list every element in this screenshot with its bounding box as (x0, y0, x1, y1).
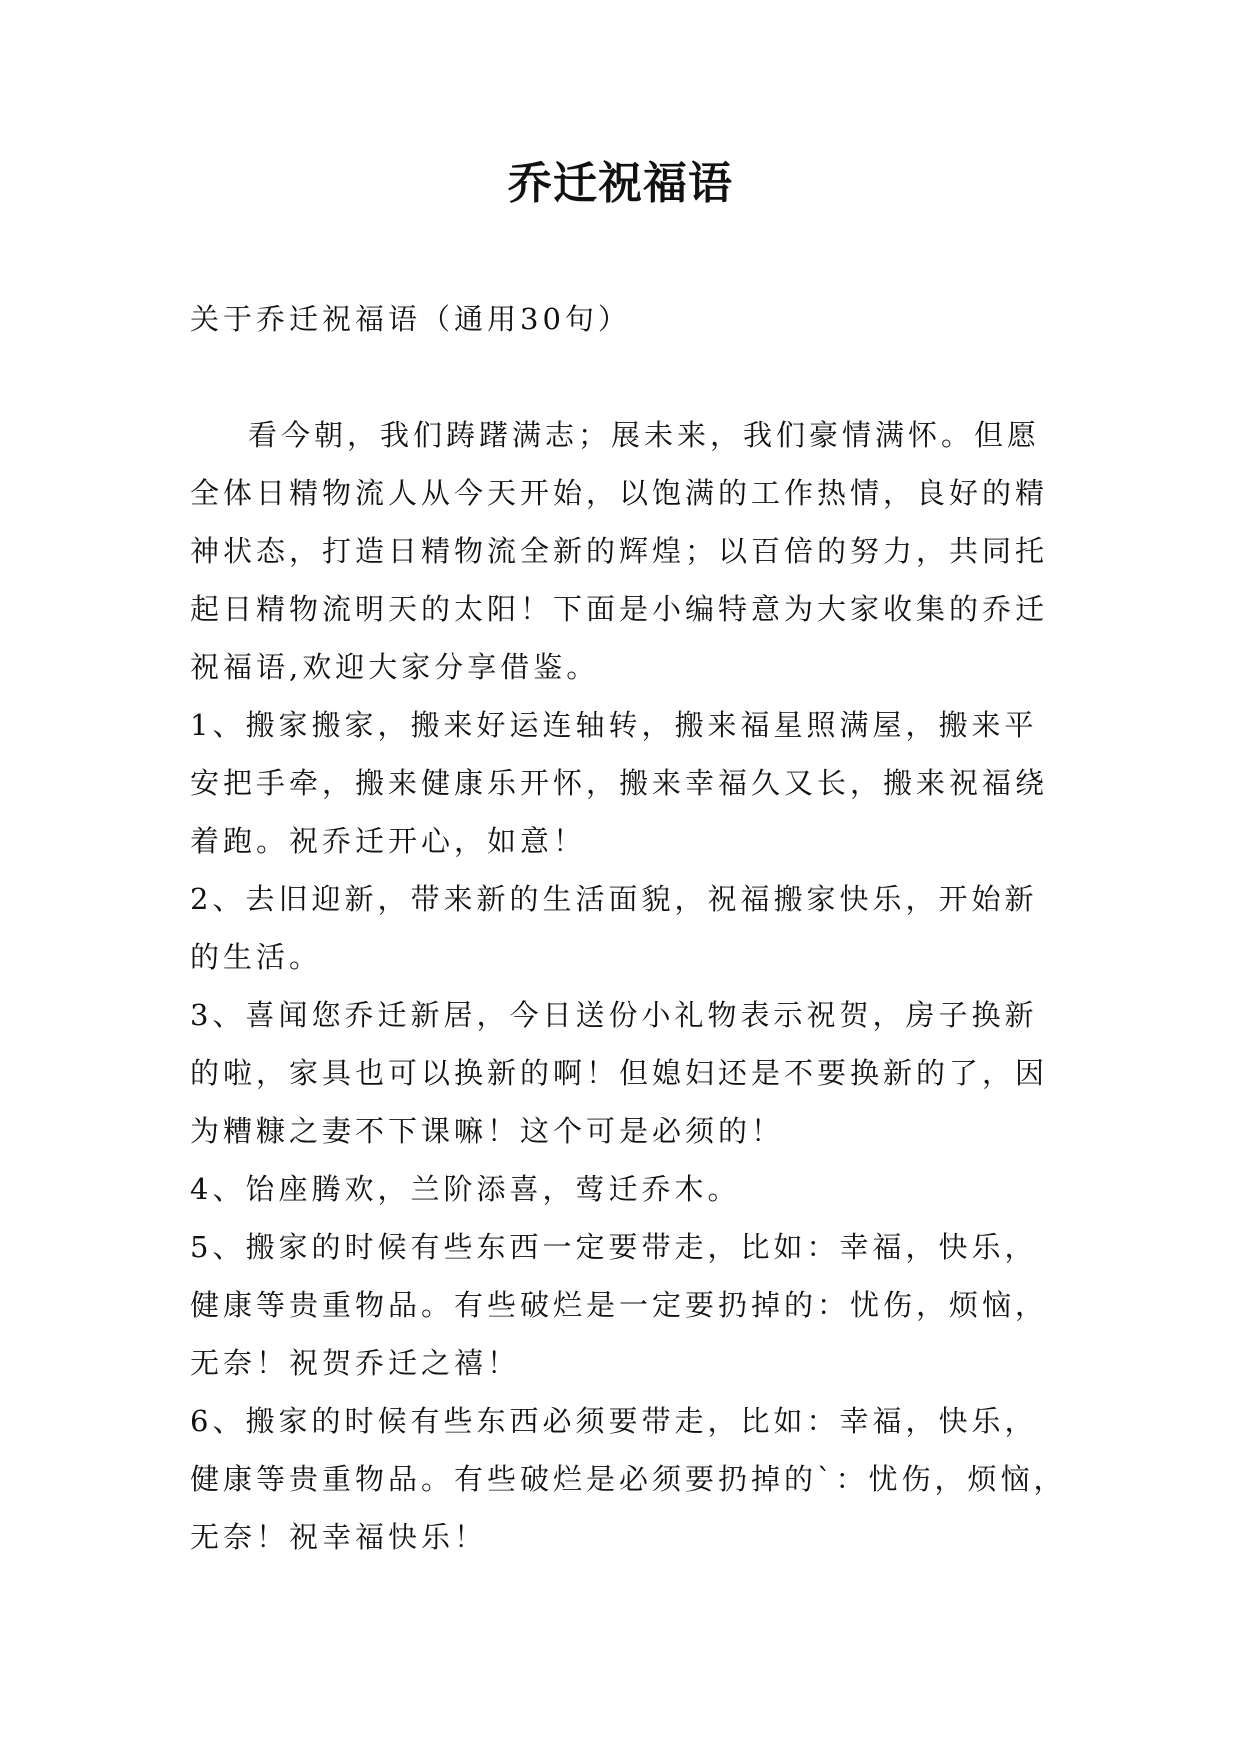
blessing-item-2: 2、去旧迎新，带来新的生活面貌，祝福搬家快乐，开始新的生活。 (190, 882, 1038, 974)
blessing-item-4: 4、饴座腾欢，兰阶添喜，莺迁乔木。 (190, 1172, 741, 1206)
page-title: 乔迁祝福语 (508, 158, 733, 209)
blessing-item-5: 5、搬家的时候有些东西一定要带走，比如：幸福，快乐，健康等贵重物品。有些破烂是一定要扔掉的：忧伤，烦恼，无奈！祝贺乔迁之禧！ (190, 1230, 1049, 1380)
intro-paragraph: 看今朝，我们踌躇满志；展未来，我们豪情满怀。但愿全体日精物流人从今天开始，以饱满的工作热情，良好的精神状态，打造日精物流全新的辉煌；以百倍的努力，共同托起日精物流明天的太阳！下面是小编特意为大家收集的乔迁祝福语,欢迎大家分享借鉴。 (190, 418, 1049, 684)
blessing-item-6: 6、搬家的时候有些东西必须要带走，比如：幸福，快乐，健康等贵重物品。有些破烂是必须要扔掉的`：忧伤，烦恼，无奈！祝幸福快乐！ (190, 1404, 1067, 1554)
blessing-item-1: 1、搬家搬家，搬来好运连轴转，搬来福星照满屋，搬来平安把手牵，搬来健康乐开怀，搬来幸福久又长，搬来祝福绕着跑。祝乔迁开心，如意！ (190, 708, 1049, 858)
document-subtitle: 关于乔迁祝福语（通用30句） (190, 302, 631, 336)
document-body (190, 290, 1070, 1566)
blessing-item-3: 3、喜闻您乔迁新居，今日送份小礼物表示祝贺，房子换新的啦，家具也可以换新的啊！但媳妇还是不要换新的了，因为糟糠之妻不下课嘛！这个可是必须的！ (190, 998, 1049, 1148)
